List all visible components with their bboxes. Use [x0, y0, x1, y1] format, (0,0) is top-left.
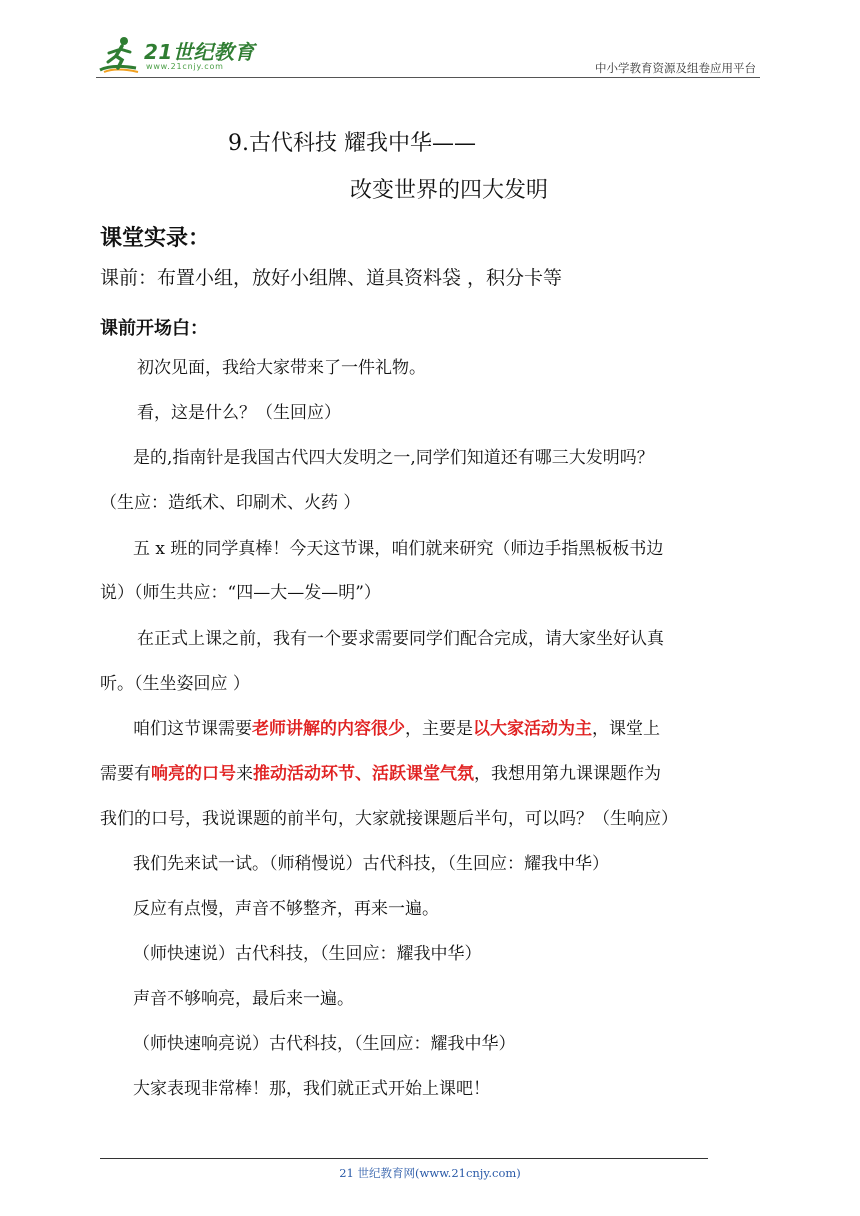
- highlight-text: 推动活动环节: [253, 764, 355, 784]
- text-span: 来: [236, 764, 253, 784]
- paragraph-6-line-3: 我们的口号，我说课题的前半句，大家就接课题后半句，可以吗？（生响应）: [100, 809, 678, 829]
- paragraph-3-line-1: 是的,指南针是我国古代四大发明之一,同学们知道还有哪三大发明吗？: [133, 448, 654, 468]
- text-span: 咱们这节课需要: [133, 719, 252, 739]
- footer-link[interactable]: 21 世纪教育网(www.21cnjy.com): [339, 1166, 521, 1180]
- highlight-text: 、: [355, 764, 372, 784]
- paragraph-2: 看，这是什么？（生回应）: [137, 403, 341, 423]
- section-heading-record: 课堂实录：: [100, 226, 211, 251]
- paragraph-5-line-1: 在正式上课之前，我有一个要求需要同学们配合完成，请大家坐好认真: [137, 629, 664, 649]
- site-logo[interactable]: [96, 34, 266, 78]
- prep-line: 课前：布置小组，放好小组牌、道具资料袋 ，积分卡等: [100, 267, 563, 289]
- logo-url: www.21cnjy.com: [146, 62, 224, 71]
- paragraph-4-line-1: 五 x 班的同学真棒！今天这节课，咱们就来研究（师边手指黑板板书边: [133, 539, 664, 559]
- text-span: ，课堂上: [592, 719, 660, 739]
- paragraph-12: 大家表现非常棒！那，我们就正式开始上课吧！: [133, 1079, 490, 1099]
- runner-icon: [96, 34, 142, 76]
- highlight-text: 以大家活动为主: [473, 719, 592, 739]
- paragraph-9: （师快速说）古代科技，（生回应：耀我中华）: [133, 944, 482, 964]
- text-span: ，主要是: [405, 719, 473, 739]
- highlight-text: 活跃课堂气氛: [372, 764, 474, 784]
- section-heading-opening: 课前开场白：: [100, 318, 208, 339]
- paragraph-3-line-2: （生应：造纸术、印刷术、火药 ）: [100, 493, 361, 513]
- footer-divider: [100, 1158, 708, 1159]
- paragraph-1: 初次见面，我给大家带来了一件礼物。: [137, 358, 426, 378]
- highlight-text: 老师讲解的内容很少: [252, 719, 405, 739]
- paragraph-5-line-2: 听。（生坐姿回应 ）: [100, 674, 250, 694]
- paragraph-11: （师快速响亮说）古代科技，（生回应：耀我中华）: [133, 1034, 516, 1054]
- logo-text: 21世纪教育: [144, 40, 255, 64]
- paragraph-6-line-1: [133, 718, 660, 740]
- title-line-2: 改变世界的四大发明: [350, 178, 549, 203]
- paragraph-8: 反应有点慢，声音不够整齐，再来一遍。: [133, 899, 439, 919]
- header-divider: [96, 77, 760, 78]
- text-span: ，我想用第九课课题作为: [474, 764, 661, 784]
- title-line-1: 9.古代科技 耀我中华——: [228, 131, 476, 156]
- highlight-text: 响亮的口号: [151, 764, 236, 784]
- paragraph-6-line-2: [100, 763, 661, 785]
- paragraph-7: 我们先来试一试。（师稍慢说）古代科技，（生回应：耀我中华）: [133, 854, 609, 874]
- header-slogan: 中小学教育资源及组卷应用平台: [595, 61, 756, 75]
- paragraph-10: 声音不够响亮，最后来一遍。: [133, 989, 354, 1009]
- paragraph-4-line-2: 说）（师生共应：“四—大—发—明”）: [100, 583, 381, 603]
- page-header: [96, 30, 760, 78]
- text-span: 需要有: [100, 764, 151, 784]
